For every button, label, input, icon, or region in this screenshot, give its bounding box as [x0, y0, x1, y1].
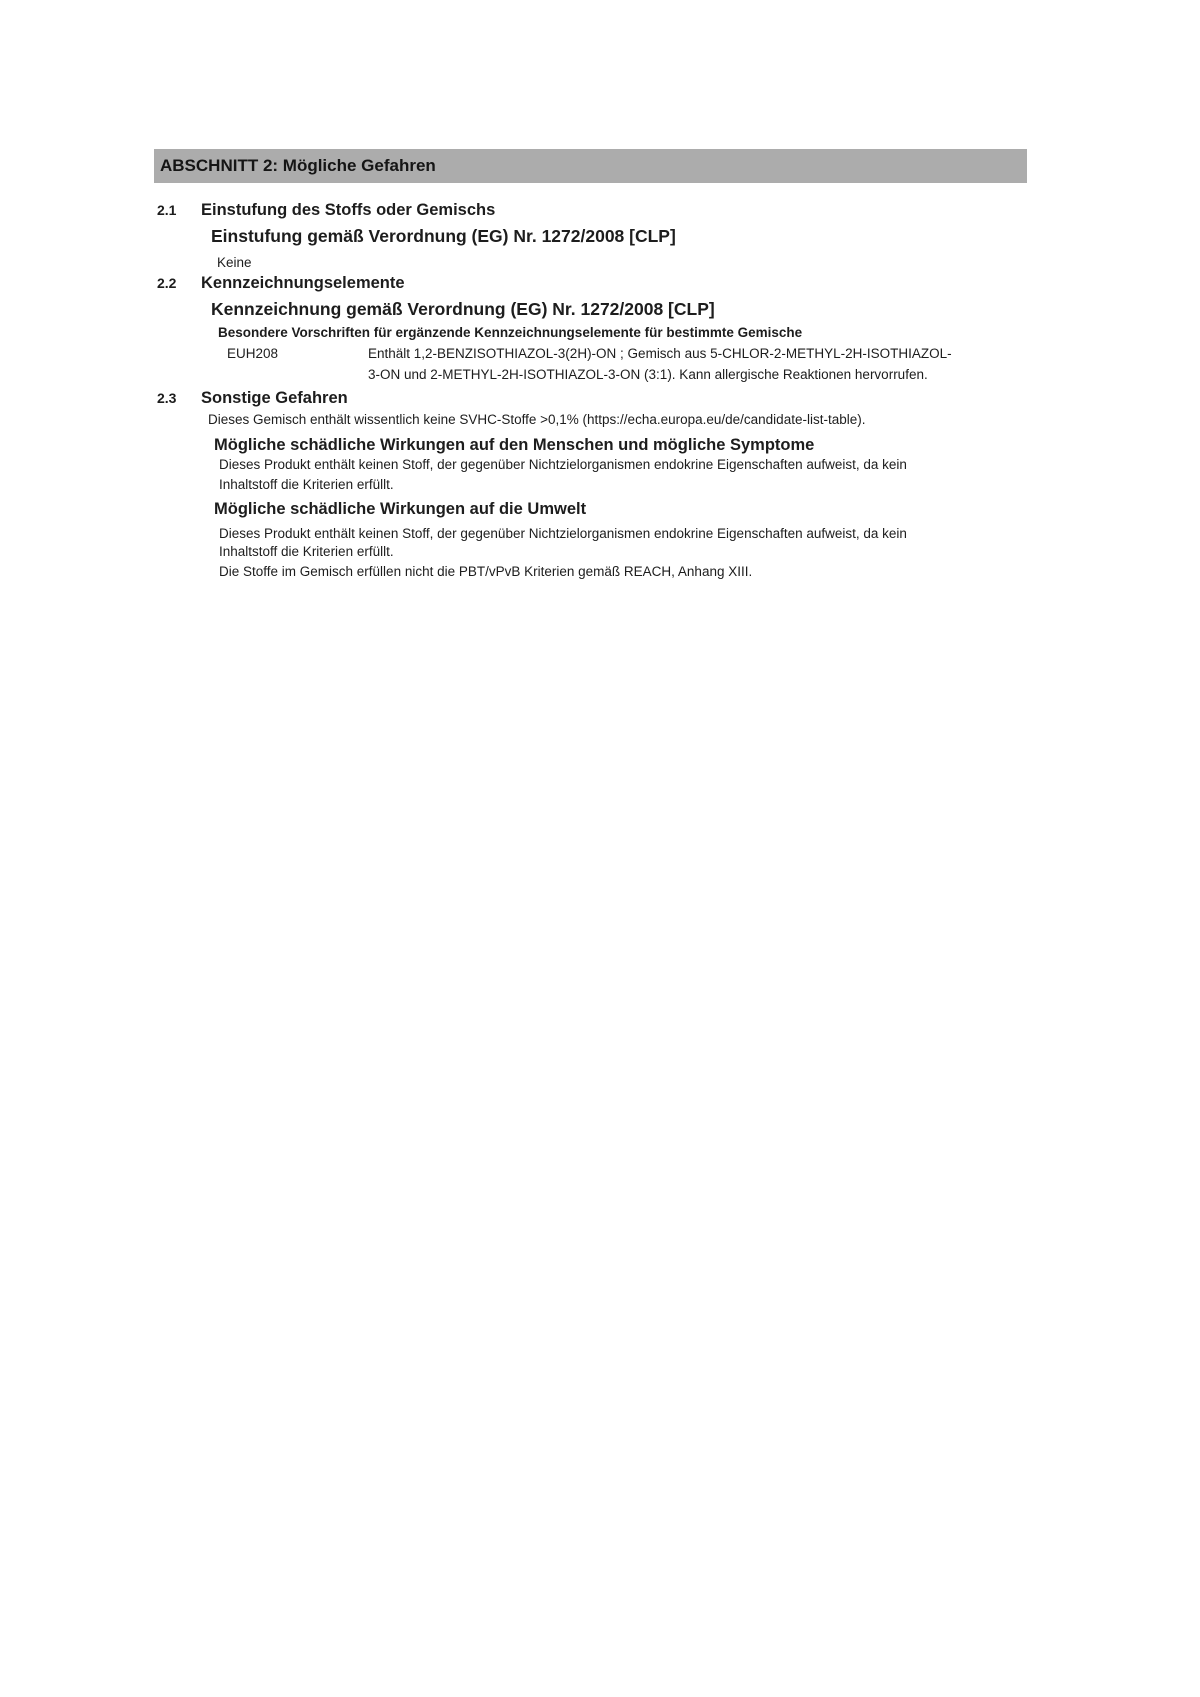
- section-2-3-title: Sonstige Gefahren: [201, 389, 348, 407]
- section-2-2-title: Kennzeichnungselemente: [201, 274, 405, 292]
- special-provisions-heading: Besondere Vorschriften für ergänzende Kennzeichnungselemente für bestimmte Gemische: [218, 325, 803, 340]
- environment-effects-line-2: Inhaltstoff die Kriterien erfüllt.: [219, 544, 394, 559]
- section-2-1-title: Einstufung des Stoffs oder Gemischs: [201, 201, 496, 219]
- section-2-1-subtitle: Einstufung gemäß Verordnung (EG) Nr. 1272/2008 [CLP]: [211, 226, 676, 246]
- section-2-3-number: 2.3: [157, 390, 177, 406]
- pbt-statement: Die Stoffe im Gemisch erfüllen nicht die PBT/vPvB Kriterien gemäß REACH, Anhang XIII.: [219, 564, 753, 579]
- classification-value: Keine: [217, 255, 252, 270]
- human-effects-line-2: Inhaltstoff die Kriterien erfüllt.: [219, 477, 394, 492]
- human-effects-line-1: Dieses Produkt enthält keinen Stoff, der gegenüber Nichtzielorganismen endokrine Eigenschaften aufweist, da kein: [219, 457, 907, 472]
- environment-effects-line-1: Dieses Produkt enthält keinen Stoff, der gegenüber Nichtzielorganismen endokrine Eigenschaften aufweist, da kein: [219, 526, 907, 541]
- human-effects-heading: Mögliche schädliche Wirkungen auf den Menschen und mögliche Symptome: [214, 436, 815, 454]
- section-header-title: ABSCHNITT 2: Mögliche Gefahren: [160, 156, 436, 175]
- environment-effects-heading: Mögliche schädliche Wirkungen auf die Umwelt: [214, 500, 587, 518]
- section-header-bar: [154, 149, 1027, 183]
- section-2-1-number: 2.1: [157, 202, 177, 218]
- euh-statement-line-2: 3-ON und 2-METHYL-2H-ISOTHIAZOL-3-ON (3:1). Kann allergische Reaktionen hervorrufen.: [368, 367, 928, 382]
- euh-code: EUH208: [227, 346, 279, 361]
- section-2-2-number: 2.2: [157, 275, 177, 291]
- section-2-2-subtitle: Kennzeichnung gemäß Verordnung (EG) Nr. 1272/2008 [CLP]: [211, 299, 715, 319]
- euh-statement-line-1: Enthält 1,2-BENZISOTHIAZOL-3(2H)-ON ; Gemisch aus 5-CHLOR-2-METHYL-2H-ISOTHIAZOL-: [368, 346, 952, 361]
- svhc-statement: Dieses Gemisch enthält wissentlich keine SVHC-Stoffe >0,1% (https://echa.europa.eu/de/candidate-list-table).: [208, 412, 866, 427]
